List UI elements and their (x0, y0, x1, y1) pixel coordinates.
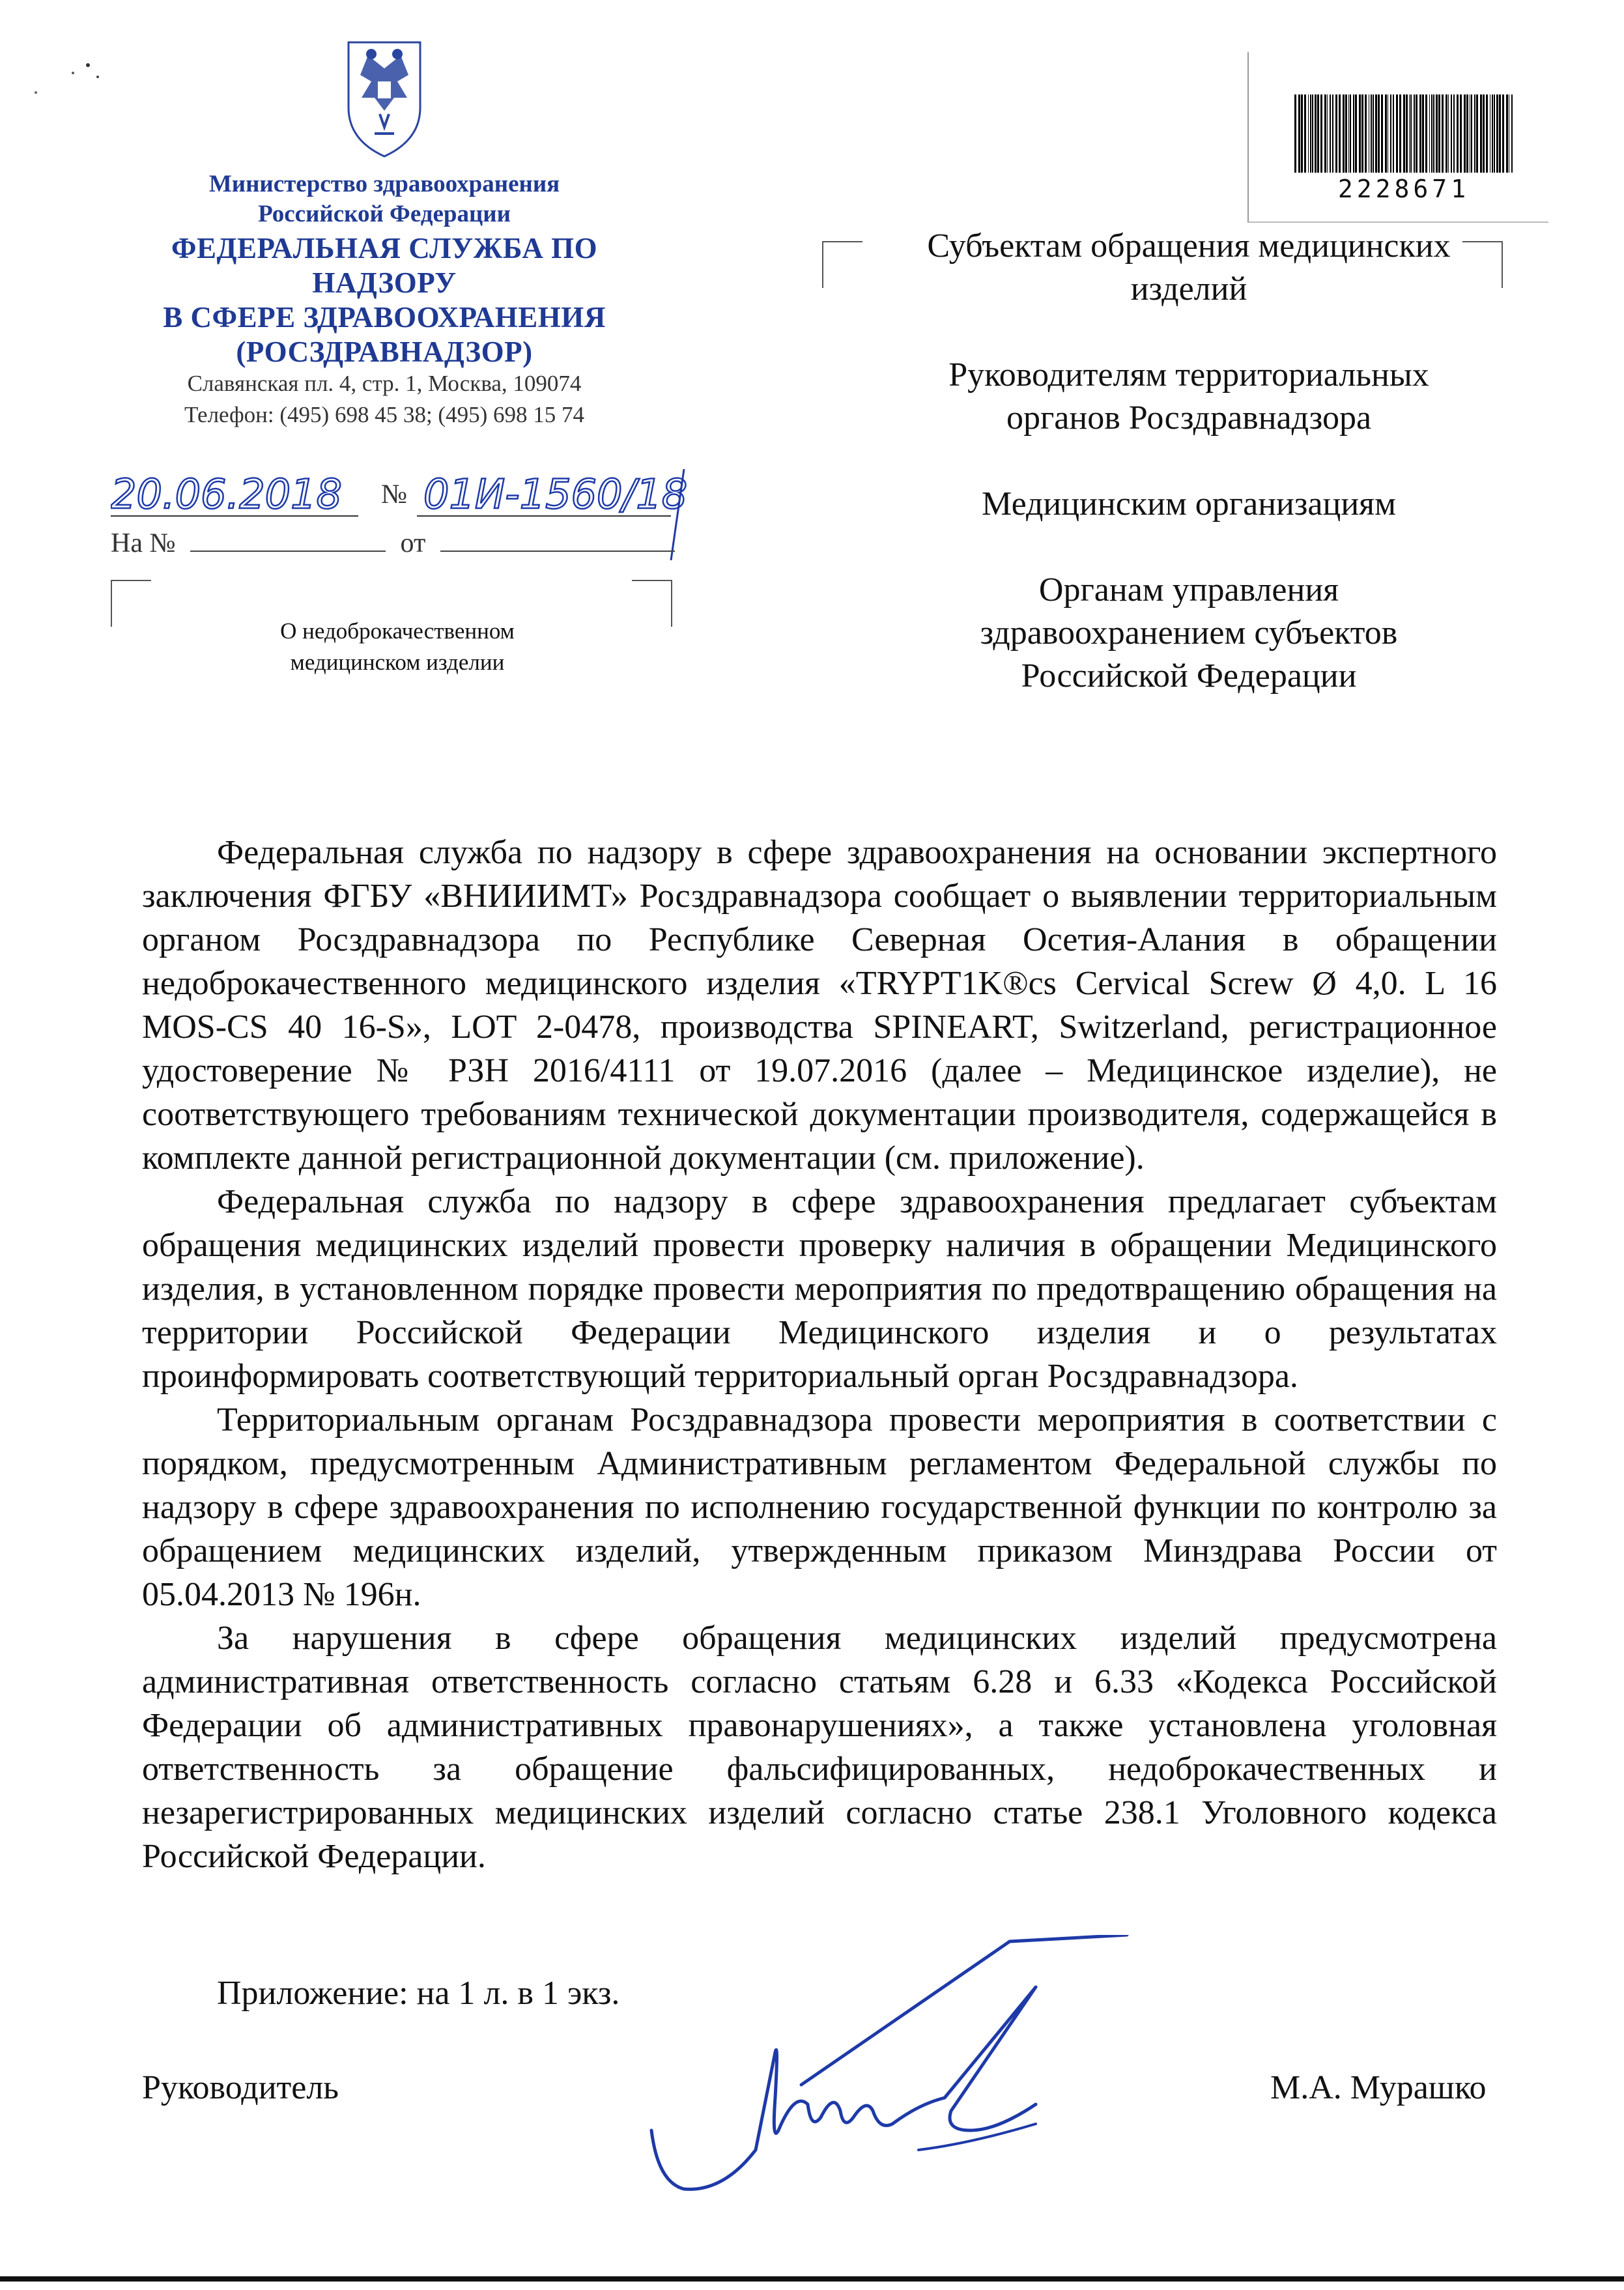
ministry-line-2: Российской Федерации (258, 201, 511, 227)
barcode-bar (1431, 94, 1432, 173)
barcode-bar (1301, 94, 1303, 173)
barcode-bar (1317, 94, 1319, 173)
barcode-bar (1499, 94, 1501, 173)
barcode-bar (1390, 94, 1391, 173)
barcode-bar (1345, 94, 1347, 173)
barcode-bar (1471, 94, 1472, 173)
barcode-bar (1506, 94, 1508, 173)
handwritten-signature (645, 1935, 1140, 2209)
addressee-4: Органам управления здравоохранением субъектов Российской Федерации (980, 571, 1398, 694)
barcode-bar (1359, 94, 1361, 173)
barcode-bar (1448, 94, 1449, 173)
barcode-bar (1494, 94, 1495, 173)
subject-line-1: О недоброкачественном (280, 618, 515, 644)
barcode-bar (1324, 94, 1326, 173)
barcode-bar (1414, 94, 1415, 173)
barcode-bar (1385, 94, 1387, 173)
barcode-bar (1312, 94, 1313, 173)
barcode-bar (1438, 94, 1440, 173)
barcode-bar (1375, 94, 1377, 173)
barcode-bar (1381, 94, 1383, 173)
barcode-bar (1343, 94, 1345, 173)
service-line-2: В СФЕРЕ ЗДРАВООХРАНЕНИЯ (163, 301, 606, 334)
barcode-bar (1355, 94, 1357, 173)
barcode (1293, 94, 1515, 173)
reply-reference (111, 528, 675, 559)
barcode-bar (1378, 94, 1380, 173)
barcode-bar (1339, 94, 1341, 173)
handwritten-date: 20.06.2018 (111, 470, 342, 518)
number-sign: № (381, 479, 408, 509)
barcode-bar (1361, 94, 1363, 173)
barcode-bar (1294, 94, 1296, 173)
barcode-bar (1466, 94, 1468, 173)
addressee-1: Субъектам обращения медицинских изделий (927, 227, 1451, 308)
barcode-bar (1310, 94, 1311, 173)
service-line-1: ФЕДЕРАЛЬНАЯ СЛУЖБА ПО НАДЗОРУ (171, 232, 598, 299)
addressee-2: Руководителям территориальных органов Росздравнадзора (948, 356, 1429, 437)
service-line-3: (РОСЗДРАВНАДЗОР) (236, 336, 533, 368)
handwritten-number: 01И-1560/18 (423, 470, 688, 518)
barcode-bar (1419, 94, 1421, 173)
barcode-bar (1486, 94, 1488, 173)
letter-subject (215, 616, 580, 678)
barcode-bar (1332, 94, 1333, 173)
barcode-bar (1429, 94, 1430, 173)
barcode-bar (1330, 94, 1331, 173)
signer-name: М.А. Мурашко (1270, 2069, 1487, 2106)
barcode-bar (1393, 94, 1394, 173)
barcode-bar (1492, 94, 1493, 173)
signer-position: Руководитель (142, 2069, 339, 2106)
barcode-bar (1320, 94, 1322, 173)
barcode-bar (1511, 94, 1513, 173)
body-paragraph-4: За нарушения в сфере обращения медицинских изделий предусмотрена административная ответственность согласно статьям 6.28 и 6.33 «Кодекса Российской Федерации об административных правонарушениях», а также установлена уголовная ответственность за обращение фальсифицированных, недоброкачественных и незарегистрированных медицинских изделий согласно статье 238.1 Уголовного кодекса Российской Федерации. (142, 1620, 1497, 1875)
barcode-bar (1399, 94, 1401, 173)
coat-of-arms-emblem (342, 36, 427, 160)
barcode-bar (1371, 94, 1372, 173)
barcode-number: 2228671 (1337, 175, 1470, 203)
subject-line-2: медицинском изделии (290, 650, 505, 675)
barcode-bar (1496, 94, 1498, 173)
barcode-bar (1453, 94, 1455, 173)
ministry-line-1: Министерство здравоохранения (208, 171, 560, 197)
barcode-bar (1327, 94, 1328, 173)
barcode-bar (1464, 94, 1466, 173)
barcode-bar (1442, 94, 1444, 173)
barcode-bar (1502, 94, 1504, 173)
addressees-block (902, 225, 1475, 741)
phone-line: Телефон: (495) 698 45 38; (495) 698 15 74 (184, 402, 584, 427)
barcode-bar (1451, 94, 1452, 173)
barcode-bar (1373, 94, 1374, 173)
barcode-bar (1422, 94, 1424, 173)
barcode-bar (1353, 94, 1354, 173)
barcode-bar (1315, 94, 1317, 173)
barcode-bar (1433, 94, 1434, 173)
barcode-bar (1476, 94, 1478, 173)
addressee-3: Медицинским организациям (982, 485, 1396, 522)
reply-number-label: На № (111, 528, 176, 558)
barcode-bar (1348, 94, 1349, 173)
barcode-bar (1474, 94, 1475, 173)
barcode-bar (1396, 94, 1398, 173)
reply-from-label: от (400, 528, 426, 558)
barcode-bar (1350, 94, 1351, 173)
barcode-bar (1365, 94, 1367, 173)
service-name (104, 231, 664, 369)
barcode-bar (1403, 94, 1405, 173)
barcode-bar (1446, 94, 1447, 173)
barcode-bar (1416, 94, 1417, 173)
barcode-bar (1480, 94, 1482, 173)
ministry-name (104, 169, 664, 229)
address-line: Славянская пл. 4, стр. 1, Москва, 109074 (187, 371, 582, 396)
barcode-bar (1409, 94, 1410, 173)
barcode-bar (1406, 94, 1408, 173)
barcode-bar (1483, 94, 1485, 173)
body-paragraph-3: Территориальным органам Росздравнадзора провести мероприятия в соответствии с порядком, предусмотренным Административным регламентом Федеральной службы по надзору в сфере здравоохранения по исполнению государственной функции по контролю за обращением медицинских изделий, утвержденным приказом Минздрава России от 05.04.2013 № 196н. (142, 1401, 1497, 1613)
body-paragraph-1: Федеральная служба по надзору в сфере здравоохранения на основании экспертного заключения ФГБУ «ВНИИИМТ» Росздравнадзора сообщает о выявлении территориальным органом Росздравнадзора по Республике Северная Осетия-Алания в обращении недоброкачественного медицинского изделия «TRYPT1K®cs Cervical Screw Ø 4,0. L 16 MOS-CS 40 16-S», LOT 2-0478, производства SPINEART, Switzerland, регистрационное удостоверение № РЗН 2016/4111 от 19.07.2016 (далее – Медицинское изделие), не соответствующего требованиям технической документации производителя, содержащейся в комплекте данной регистрационной документации (см. приложение). (142, 834, 1497, 1177)
barcode-bar (1460, 94, 1462, 173)
scan-edge-line (0, 2276, 1624, 2282)
barcode-bar (1335, 94, 1337, 173)
barcode-bar (1457, 94, 1459, 173)
letter-body (142, 831, 1497, 1878)
barcode-bar (1410, 94, 1412, 173)
attachment-note: Приложение: на 1 л. в 1 экз. (217, 1975, 620, 2012)
barcode-bar (1436, 94, 1438, 173)
scan-specks (26, 46, 104, 98)
body-paragraph-2: Федеральная служба по надзору в сфере здравоохранения предлагает субъектам обращения медицинских изделий провести проверку наличия в обращении Медицинского изделия, в установленном порядке провести мероприятия по предотвращению обращения на территории Российской Федерации Медицинского изделия и о результатах проинформировать соответствующий территориальный орган Росздравнадзора. (142, 1183, 1497, 1395)
barcode-bar (1298, 94, 1300, 173)
barcode-bar (1308, 94, 1309, 173)
barcode-bar (1425, 94, 1427, 173)
barcode-bar (1304, 94, 1306, 173)
sender-address (104, 368, 664, 431)
